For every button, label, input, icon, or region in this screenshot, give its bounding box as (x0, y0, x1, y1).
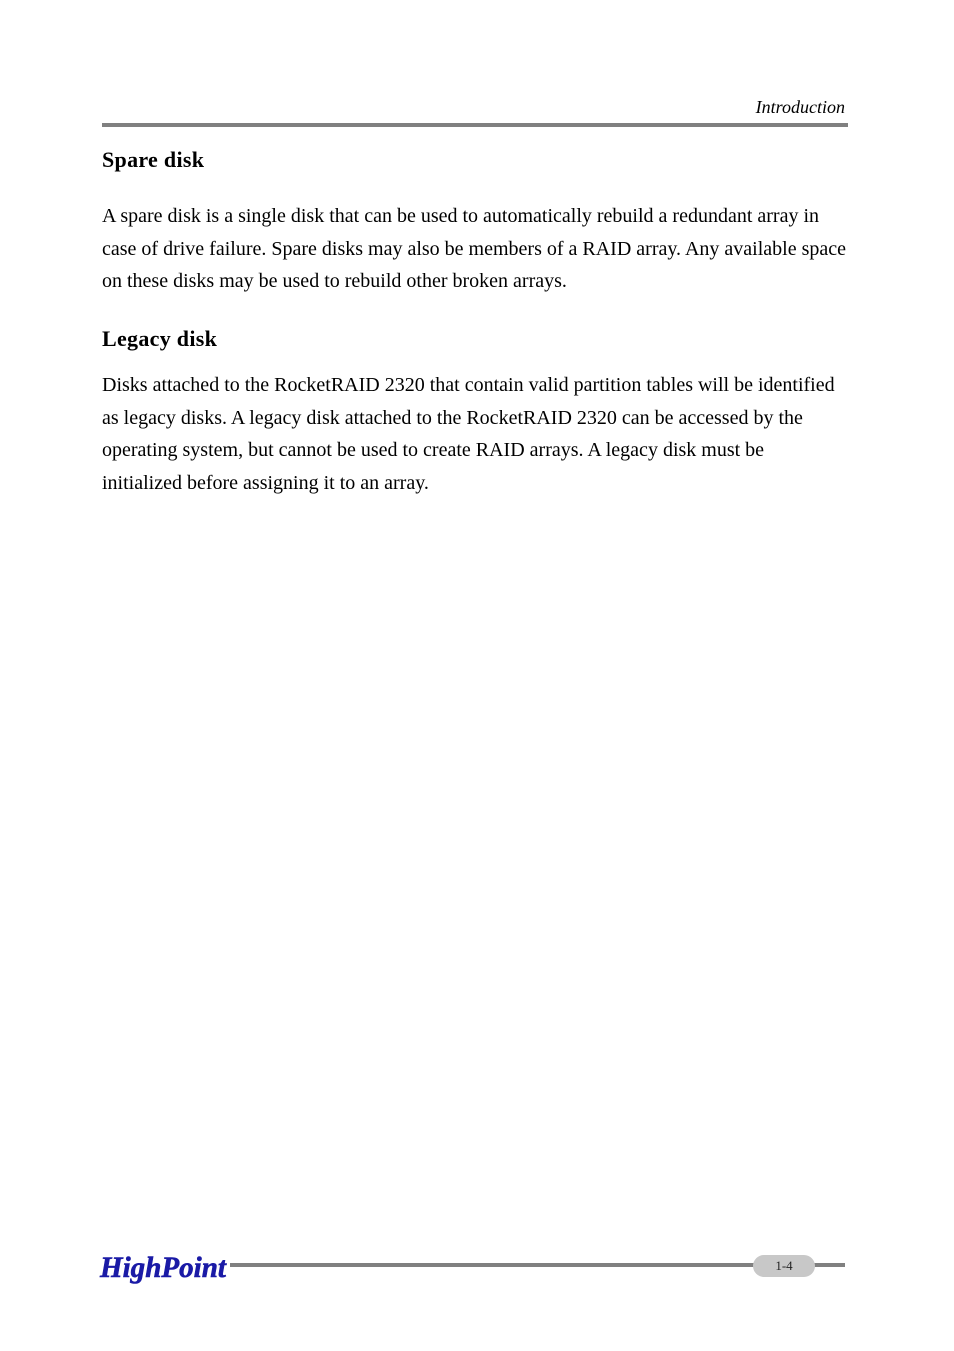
section-title-legacy-disk: Legacy disk (102, 326, 218, 351)
header-rule (102, 123, 848, 127)
paragraph-legacy-disk: Disks attached to the RocketRAID 2320 that contain valid partition tables will be identified as legacy disks. A legacy disk attached to the RocketRAID 2320 can be accessed by the operating system, but cannot be used to create RAID arrays. A legacy disk must be initialized before assigning it to an array. (102, 374, 835, 494)
page-number-badge: 1-4 (753, 1255, 815, 1277)
paragraph-spare-disk: A spare disk is a single disk that can be used to automatically rebuild a redundant array in case of drive failure. Spare disks may also be members of a RAID array. Any available space on these disks may be used to rebuild other broken arrays. (102, 205, 846, 292)
svg-text:HighPoint: HighPoint (99, 1251, 228, 1284)
running-header: Introduction (755, 97, 845, 117)
highpoint-logo (98, 1247, 230, 1287)
section-title-spare-disk: Spare disk (102, 147, 205, 172)
